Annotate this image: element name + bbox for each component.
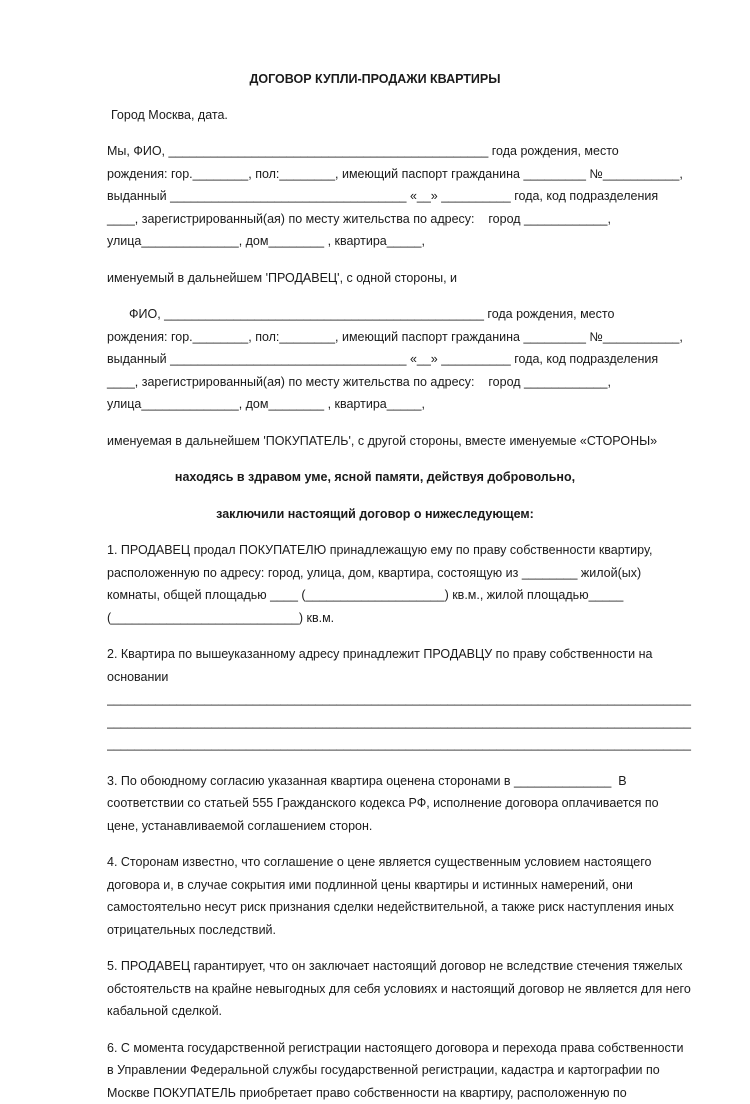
buyer-line: выданный __________________________________ «__» __________ года, код подразделения	[107, 348, 694, 371]
buyer-line: улица______________, дом________ , квартира_____,	[107, 393, 694, 416]
blank-line: ____________________________________________________________________________________	[107, 733, 694, 756]
blank-line: ____________________________________________________________________________________	[107, 711, 694, 734]
clause-line: кабальной сделкой.	[107, 1000, 694, 1023]
clause-line: (___________________________) кв.м.	[107, 607, 694, 630]
clause-6	[107, 1037, 694, 1104]
document-title: ДОГОВОР КУПЛИ-ПРОДАЖИ КВАРТИРЫ	[56, 68, 694, 91]
clause-line: договора и, в случае сокрытия ими подлинной цены квартиры и истинных намерений, они	[107, 874, 694, 897]
clause-line: расположенную по адресу: город, улица, дом, квартира, состоящую из ________ жилой(ых)	[107, 562, 694, 585]
city-date-line: Город Москва, дата.	[107, 104, 694, 127]
clause-4	[107, 851, 694, 941]
buyer-line: ____, зарегистрированный(ая) по месту жительства по адресу: город ____________,	[107, 371, 694, 394]
buyer-line: рождения: гор.________, пол:________, имеющий паспорт гражданина _________ №___________,	[107, 326, 694, 349]
seller-line: рождения: гор.________, пол:________, имеющий паспорт гражданина _________ №___________,	[107, 163, 694, 186]
seller-line: выданный __________________________________ «__» __________ года, код подразделения	[107, 185, 694, 208]
clause-line: отрицательных последствий.	[107, 919, 694, 942]
clause-line: 5. ПРОДАВЕЦ гарантирует, что он заключает настоящий договор не вследствие стечения тяжелых	[107, 955, 694, 978]
buyer-details	[107, 303, 694, 416]
clause-line: Москве ПОКУПАТЕЛЬ приобретает право собственности на квартиру, расположенную по	[107, 1082, 694, 1104]
clause-line: 1. ПРОДАВЕЦ продал ПОКУПАТЕЛЮ принадлежащую ему по праву собственности квартиру,	[107, 539, 694, 562]
buyer-named-line: именуемая в дальнейшем 'ПОКУПАТЕЛЬ', с другой стороны, вместе именуемые «СТОРОНЫ»	[107, 430, 694, 453]
clause-line: самостоятельно несут риск признания сделки недействительной, а также риск наступления иных	[107, 896, 694, 919]
clause-line: цене, устанавливаемой соглашением сторон.	[107, 815, 694, 838]
clause-line: в Управлении Федеральной службы государственной регистрации, кадастра и картографии по	[107, 1059, 694, 1082]
clause-line: 4. Сторонам известно, что соглашение о цене является существенным условием настоящего	[107, 851, 694, 874]
seller-line: улица______________, дом________ , квартира_____,	[107, 230, 694, 253]
clause-3	[107, 770, 694, 838]
clause-line: 2. Квартира по вышеуказанному адресу принадлежит ПРОДАВЦУ по праву собственности на	[107, 643, 694, 666]
seller-details	[107, 140, 694, 253]
clause-line: основании	[107, 666, 694, 689]
clause-line: 3. По обоюдному согласию указанная квартира оценена сторонами в ______________ В	[107, 770, 694, 793]
blank-line: ____________________________________________________________________________________	[107, 688, 694, 711]
clause-line: соответствии со статьей 555 Гражданского кодекса РФ, исполнение договора оплачивается по	[107, 792, 694, 815]
seller-line: ____, зарегистрированный(ая) по месту жительства по адресу: город ____________,	[107, 208, 694, 231]
clause-5	[107, 955, 694, 1023]
seller-named-line: именуемый в дальнейшем 'ПРОДАВЕЦ', с одной стороны, и	[107, 267, 694, 290]
clause-2	[107, 643, 694, 756]
clause-line: комнаты, общей площадью ____ (____________________) кв.м., жилой площадью_____	[107, 584, 694, 607]
bold-statement-1: находясь в здравом уме, ясной памяти, действуя добровольно,	[56, 466, 694, 489]
bold-statement-2: заключили настоящий договор о нижеследующем:	[56, 503, 694, 526]
clause-line: обстоятельств на крайне невыгодных для себя условиях и настоящий договор не является для него	[107, 978, 694, 1001]
buyer-line: ФИО, ______________________________________________ года рождения, место	[107, 303, 694, 326]
clause-line: 6. С момента государственной регистрации настоящего договора и перехода права собственности	[107, 1037, 694, 1060]
seller-line: Мы, ФИО, ______________________________________________ года рождения, место	[107, 140, 694, 163]
clause-1	[107, 539, 694, 629]
